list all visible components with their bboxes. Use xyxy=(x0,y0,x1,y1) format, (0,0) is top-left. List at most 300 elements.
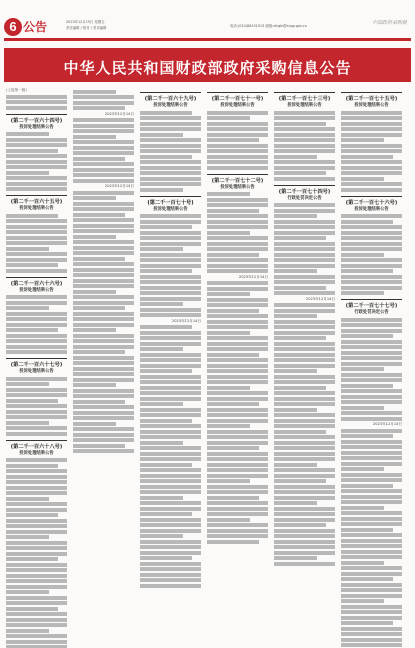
body-text-line xyxy=(6,557,58,561)
text-column-1 xyxy=(6,88,67,648)
body-text-line xyxy=(341,155,393,159)
body-text-line xyxy=(207,325,268,329)
body-text-line xyxy=(140,138,201,142)
text-column-2 xyxy=(73,88,134,455)
body-text-line xyxy=(6,258,67,262)
body-text-line xyxy=(6,464,58,468)
body-text-line xyxy=(274,386,326,390)
body-text-line xyxy=(6,143,67,147)
body-text-line xyxy=(207,298,268,302)
body-text-line xyxy=(73,240,134,244)
body-text-line xyxy=(274,122,326,126)
body-text-line xyxy=(73,95,134,99)
body-text-line xyxy=(140,247,183,251)
body-text-line xyxy=(73,196,116,200)
body-text-line xyxy=(274,314,317,318)
body-text-line xyxy=(341,171,402,175)
body-text-line xyxy=(73,173,134,177)
notice-title: 投诉处理结果公告 xyxy=(220,103,255,108)
body-text-line xyxy=(207,490,268,494)
body-text-line xyxy=(341,533,402,537)
body-text-line xyxy=(341,451,402,455)
body-text-line xyxy=(73,306,125,310)
body-text-line xyxy=(341,467,384,471)
body-text-line xyxy=(274,275,335,279)
body-text-line xyxy=(341,544,402,548)
body-text-line xyxy=(341,643,402,647)
body-text-line xyxy=(207,247,268,251)
body-text-line xyxy=(140,523,201,527)
notice-title: 投诉处理结果公告 xyxy=(153,206,188,212)
body-text-line xyxy=(274,474,335,478)
body-text-line xyxy=(207,287,268,291)
body-text-line xyxy=(140,236,201,240)
body-text-line xyxy=(6,247,49,251)
body-text-line xyxy=(274,446,335,450)
body-text-line xyxy=(207,220,268,224)
body-text-line xyxy=(341,638,402,642)
body-text-line xyxy=(207,479,250,483)
body-text-line xyxy=(341,367,384,371)
text-column-5 xyxy=(274,88,335,567)
body-text-line xyxy=(341,264,402,268)
body-text-line xyxy=(207,529,268,533)
body-text-line xyxy=(341,286,402,290)
body-text-line xyxy=(341,594,402,598)
header-date-line: 2023年12月15日 星期五 xyxy=(66,20,105,24)
body-text-line xyxy=(140,391,201,395)
body-text-line xyxy=(341,550,402,554)
body-text-line xyxy=(140,214,201,218)
body-text-line xyxy=(140,127,201,131)
body-text-line xyxy=(140,485,201,489)
body-text-line xyxy=(6,399,58,403)
body-text-line xyxy=(73,140,134,144)
body-text-line xyxy=(73,135,116,139)
body-text-line xyxy=(341,323,402,327)
body-text-line xyxy=(274,435,335,439)
notice-title: 投诉处理结果公告 xyxy=(19,450,54,456)
body-text-line xyxy=(341,417,402,421)
body-text-line xyxy=(274,177,335,181)
body-text-line xyxy=(6,132,49,136)
body-text-line xyxy=(73,146,134,150)
body-text-line xyxy=(207,534,268,538)
body-text-line xyxy=(73,90,116,94)
body-text-line xyxy=(140,386,201,390)
body-text-line xyxy=(6,552,67,556)
notice-divider xyxy=(6,195,67,196)
body-text-line xyxy=(6,469,67,473)
body-text-line xyxy=(6,171,49,175)
body-text-line xyxy=(341,280,402,284)
body-text-line xyxy=(341,334,393,338)
body-text-line xyxy=(274,160,335,164)
body-text-line xyxy=(207,457,268,461)
body-text-line xyxy=(140,253,201,257)
body-text-line xyxy=(274,280,335,284)
body-text-line xyxy=(140,258,201,262)
body-text-line xyxy=(341,247,402,251)
body-text-line xyxy=(341,621,393,625)
body-text-line xyxy=(341,632,402,636)
body-text-line xyxy=(73,400,125,404)
body-text-line xyxy=(341,583,402,587)
body-text-line xyxy=(341,384,393,388)
notice-title: 行政处罚决定公告 xyxy=(354,310,389,315)
body-text-line xyxy=(274,419,335,423)
body-text-line xyxy=(274,507,335,511)
body-text-line xyxy=(341,456,402,460)
body-text-line xyxy=(341,177,384,181)
body-text-line xyxy=(6,241,67,245)
body-text-line xyxy=(6,404,67,408)
body-text-line xyxy=(140,501,201,505)
body-text-line xyxy=(341,429,402,433)
body-text-line xyxy=(207,122,268,126)
body-text-line xyxy=(140,468,201,472)
header-editor-line: 责任编辑 / 校对 / 美术编辑 xyxy=(66,26,107,30)
body-text-line xyxy=(6,475,67,479)
body-text-line xyxy=(140,430,201,434)
body-text-line xyxy=(341,182,402,186)
body-text-line xyxy=(6,328,58,332)
body-text-line xyxy=(73,273,134,277)
body-text-line xyxy=(207,485,268,489)
body-text-line xyxy=(207,501,268,505)
body-text-line xyxy=(207,149,268,153)
notice-divider xyxy=(6,440,67,441)
notice-title: 投诉处理结果公告 xyxy=(19,287,54,293)
body-text-line xyxy=(341,160,402,164)
body-text-line xyxy=(73,312,134,316)
body-text-line xyxy=(274,452,335,456)
body-text-line xyxy=(73,262,134,266)
body-text-line xyxy=(73,213,125,217)
body-text-line xyxy=(73,411,134,415)
body-text-line xyxy=(73,339,134,343)
body-text-line xyxy=(140,144,201,148)
body-text-line xyxy=(6,230,67,234)
body-text-line xyxy=(207,446,259,450)
body-text-line xyxy=(73,394,134,398)
notice-date: 2023年12月14日 xyxy=(171,318,201,323)
body-text-line xyxy=(274,149,335,153)
body-text-line xyxy=(140,463,192,467)
body-text-line xyxy=(6,160,67,164)
body-text-line xyxy=(73,202,134,206)
notice-divider xyxy=(207,92,268,93)
body-text-line xyxy=(207,258,268,262)
body-text-line xyxy=(140,584,201,588)
body-text-line xyxy=(274,490,335,494)
body-text-line xyxy=(274,353,335,357)
body-text-line xyxy=(274,231,335,235)
body-text-line xyxy=(73,162,134,166)
body-text-line xyxy=(274,523,326,527)
body-text-line xyxy=(274,214,317,218)
body-text-line xyxy=(140,111,192,115)
body-text-line xyxy=(140,380,201,384)
body-text-line xyxy=(73,246,134,250)
body-text-line xyxy=(6,563,67,567)
body-text-line xyxy=(140,512,192,516)
body-text-line xyxy=(140,518,201,522)
body-text-line xyxy=(341,225,402,229)
body-text-line xyxy=(73,151,134,155)
body-text-line xyxy=(6,154,67,158)
body-text-line xyxy=(341,473,402,477)
body-text-line xyxy=(140,264,201,268)
body-text-line xyxy=(140,424,201,428)
notice-divider xyxy=(140,92,201,93)
body-text-line xyxy=(6,508,67,512)
body-text-line xyxy=(207,331,250,335)
body-text-line xyxy=(6,535,49,539)
body-text-line xyxy=(140,567,201,571)
body-text-line xyxy=(341,340,402,344)
body-text-line xyxy=(274,534,335,538)
body-text-line xyxy=(207,474,268,478)
body-text-line xyxy=(341,406,384,410)
notice-number: (第二千一百七十四号) xyxy=(278,188,331,195)
body-text-line xyxy=(274,512,335,516)
body-text-line xyxy=(274,144,335,148)
body-text-line xyxy=(6,393,67,397)
body-text-line xyxy=(6,480,67,484)
body-text-line xyxy=(274,457,335,461)
body-text-line xyxy=(341,577,393,581)
header-rule xyxy=(4,38,411,41)
body-text-line xyxy=(73,383,116,387)
body-text-line xyxy=(207,127,268,131)
body-text-line xyxy=(341,389,402,393)
body-text-line xyxy=(341,616,402,620)
body-text-line xyxy=(341,506,384,510)
body-text-line xyxy=(6,106,67,110)
body-text-line xyxy=(274,220,335,224)
body-text-line xyxy=(140,166,201,170)
body-text-line xyxy=(73,323,134,327)
body-text-line xyxy=(6,546,67,550)
newspaper-logo: 中国政府采购报 xyxy=(371,20,407,26)
body-text-line xyxy=(207,264,268,268)
body-text-line xyxy=(6,252,67,256)
body-text-line xyxy=(207,160,268,164)
body-text-line xyxy=(207,375,268,379)
body-text-line xyxy=(73,290,116,294)
body-text-line xyxy=(207,192,250,196)
body-text-line xyxy=(341,373,402,377)
body-text-line xyxy=(73,372,134,376)
body-text-line xyxy=(341,166,402,170)
body-text-line xyxy=(274,441,335,445)
body-text-line xyxy=(140,408,201,412)
body-text-line xyxy=(6,388,67,392)
body-text-line xyxy=(73,129,134,133)
body-text-line xyxy=(6,491,67,495)
notice-date: 2023年12月14日 xyxy=(104,111,134,116)
body-text-line xyxy=(140,269,192,273)
body-text-line xyxy=(140,474,201,478)
body-text-line xyxy=(274,358,335,362)
header-contact: 电话:(010)88191913 邮箱:zfcgbl@ccgp.gov.cn xyxy=(230,24,307,28)
body-text-line xyxy=(207,138,259,142)
body-text-line xyxy=(207,144,268,148)
body-text-line xyxy=(73,268,134,272)
body-text-line xyxy=(341,378,402,382)
body-text-line xyxy=(140,308,201,312)
notice-title: 投诉处理结果公告 xyxy=(287,103,322,108)
banner-title: 中华人民共和国财政部政府采购信息公告 xyxy=(63,59,352,77)
body-text-line xyxy=(73,257,125,261)
body-text-line xyxy=(274,413,335,417)
body-text-line xyxy=(140,231,201,235)
body-text-line xyxy=(140,375,201,379)
body-text-line xyxy=(6,612,67,616)
notice-number: (第二千一百六十八号) xyxy=(10,443,63,450)
body-text-line xyxy=(341,489,402,493)
body-text-line xyxy=(341,345,402,349)
body-text-line xyxy=(6,502,67,506)
body-text-line xyxy=(73,191,134,195)
body-text-line xyxy=(207,391,268,395)
notice-divider xyxy=(341,92,402,93)
body-text-line xyxy=(140,573,201,577)
body-text-line xyxy=(207,402,259,406)
body-text-line xyxy=(6,541,67,545)
notice-number: (第二千一百六十五号) xyxy=(10,199,63,205)
body-text-line xyxy=(73,367,134,371)
notice-number: (第二千一百六十六号) xyxy=(10,280,63,287)
body-text-line xyxy=(207,353,259,357)
body-text-line xyxy=(6,225,67,229)
body-text-line xyxy=(6,458,67,462)
body-text-line xyxy=(6,339,67,343)
body-text-line xyxy=(73,433,134,437)
body-text-line xyxy=(341,511,402,515)
body-text-line xyxy=(6,568,67,572)
body-text-line xyxy=(274,364,335,368)
body-text-line xyxy=(207,242,268,246)
body-text-line xyxy=(341,395,402,399)
body-text-line xyxy=(207,408,268,412)
body-text-line xyxy=(140,534,183,538)
body-text-line xyxy=(73,218,134,222)
body-text-line xyxy=(207,116,250,120)
body-text-line xyxy=(207,496,259,500)
body-text-line xyxy=(207,540,259,544)
page-number-badge: 6 xyxy=(4,18,22,36)
notice-title: 投诉处理结果公告 xyxy=(19,124,54,130)
body-text-line xyxy=(341,528,393,532)
body-text-line xyxy=(73,301,134,305)
body-text-line xyxy=(341,517,402,521)
body-text-line xyxy=(207,342,268,346)
body-text-line xyxy=(207,320,268,324)
body-text-line xyxy=(341,478,402,482)
notice-number: (第二千一百七十号) xyxy=(147,199,194,206)
notice-title: 投诉处理结果公告 xyxy=(354,103,389,108)
body-text-line xyxy=(140,479,201,483)
body-text-line xyxy=(274,209,335,213)
body-text-line xyxy=(274,551,335,555)
body-text-line xyxy=(140,122,201,126)
body-text-line xyxy=(73,124,134,128)
body-text-line xyxy=(341,522,402,526)
body-text-line xyxy=(140,507,201,511)
body-text-line xyxy=(73,229,134,233)
body-text-line xyxy=(6,306,49,310)
notice-number: (第二千一百七十一号) xyxy=(211,96,264,102)
text-column-6 xyxy=(341,88,402,648)
body-text-line xyxy=(140,369,192,373)
body-text-line xyxy=(207,369,268,373)
body-text-line xyxy=(207,386,250,390)
body-text-line xyxy=(207,424,250,428)
body-text-line xyxy=(341,269,393,273)
body-text-line xyxy=(274,166,335,170)
body-text-line xyxy=(207,253,259,257)
body-text-line xyxy=(140,313,201,317)
body-text-line xyxy=(341,539,402,543)
body-text-line xyxy=(274,430,326,434)
body-text-line xyxy=(341,411,402,415)
body-text-line xyxy=(207,380,268,384)
body-text-line xyxy=(207,507,268,511)
body-text-line xyxy=(207,214,268,218)
body-text-line xyxy=(207,413,268,417)
notice-divider xyxy=(341,196,402,197)
body-text-line xyxy=(6,219,67,223)
body-text-line xyxy=(140,325,192,329)
body-text-line xyxy=(140,242,201,246)
body-text-line xyxy=(73,279,134,283)
body-text-line xyxy=(6,486,67,490)
body-text-line xyxy=(140,171,201,175)
body-text-line xyxy=(274,253,335,257)
body-text-line xyxy=(274,397,335,401)
body-text-line xyxy=(274,303,335,307)
body-text-line xyxy=(73,350,125,354)
body-text-line xyxy=(6,269,67,273)
body-text-line xyxy=(73,157,125,161)
body-text-line xyxy=(73,317,134,321)
body-text-line xyxy=(341,220,393,224)
body-text-line xyxy=(6,334,67,338)
body-text-line xyxy=(73,427,134,431)
body-text-line xyxy=(6,149,58,153)
body-text-line xyxy=(6,182,67,186)
body-text-line xyxy=(207,336,268,340)
body-text-line xyxy=(341,133,402,137)
body-text-line xyxy=(6,165,67,169)
body-text-line xyxy=(73,224,134,228)
body-text-line xyxy=(341,291,384,295)
notice-divider xyxy=(274,185,335,186)
body-text-line xyxy=(73,118,134,122)
body-text-line xyxy=(274,309,335,313)
body-text-line xyxy=(207,166,268,170)
body-text-line xyxy=(274,336,326,340)
body-text-line xyxy=(73,416,134,420)
body-text-line xyxy=(140,540,201,544)
body-text-line xyxy=(73,361,134,365)
body-text-line xyxy=(6,176,67,180)
body-text-line xyxy=(341,484,393,488)
body-text-line xyxy=(274,331,335,335)
body-text-line xyxy=(207,463,268,467)
